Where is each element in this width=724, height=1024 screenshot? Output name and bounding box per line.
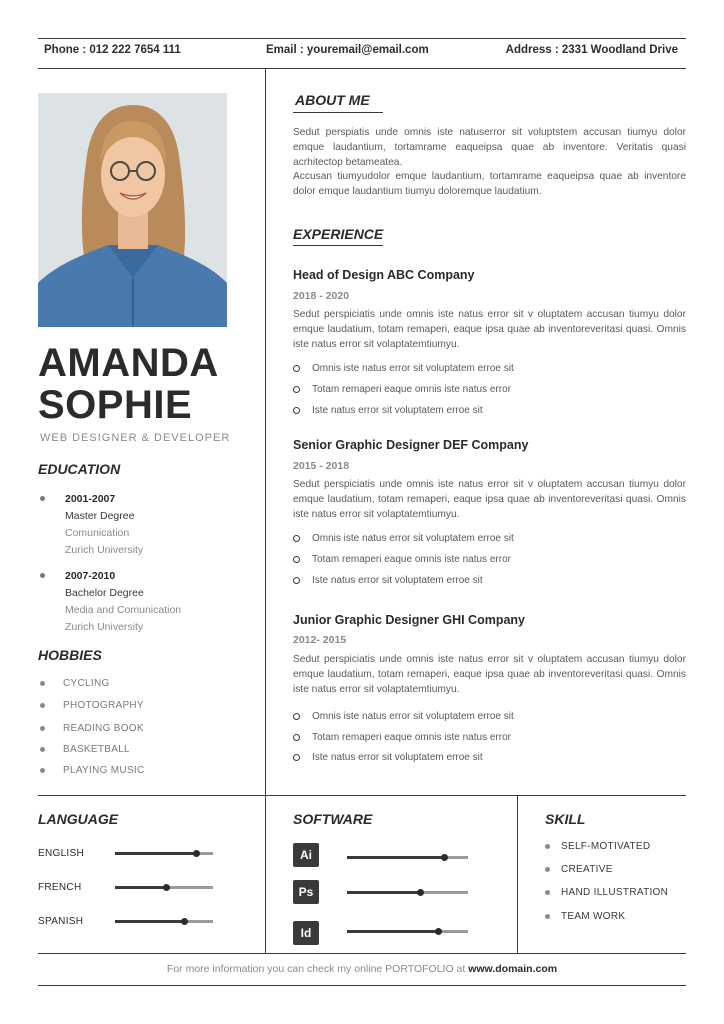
bottom-section-divider	[38, 795, 686, 796]
bullet-dot-icon	[545, 914, 550, 919]
bullet-dot-icon	[40, 496, 45, 501]
hobby-label: BASKETBALL	[63, 744, 130, 755]
circle-bullet-icon	[293, 577, 300, 584]
hobby-label: READING BOOK	[63, 723, 144, 734]
education-item	[40, 491, 143, 559]
language-level-bar	[115, 886, 213, 889]
language-name: SPANISH	[38, 916, 84, 927]
skill-item	[545, 887, 668, 898]
job-bullet-text: Totam remaperi eaque omnis iste natus error	[312, 554, 511, 565]
full-name	[38, 342, 219, 426]
photoshop-icon: Ps	[293, 880, 319, 904]
hobby-label: PLAYING MUSIC	[63, 765, 145, 776]
job-bullet	[293, 732, 511, 743]
level-fill	[347, 891, 420, 894]
software-level-bar	[347, 891, 468, 894]
level-fill	[115, 852, 196, 855]
address-text: Address : 2331 Woodland Drive	[505, 44, 678, 56]
last-name: SOPHIE	[38, 383, 193, 427]
level-knob	[435, 928, 442, 935]
level-knob	[417, 889, 424, 896]
bullet-dot-icon	[40, 768, 45, 773]
skill-label: TEAM WORK	[561, 911, 626, 922]
hobby-label: PHOTOGRAPHY	[63, 700, 144, 711]
footer-bottom-border	[38, 985, 686, 986]
language-level-bar	[115, 852, 213, 855]
indesign-icon: Id	[293, 921, 319, 945]
language-heading: LANGUAGE	[38, 811, 119, 827]
job-bullet-text: Omnis iste natus error sit voluptatem erroe sit	[312, 711, 514, 722]
skill-item	[545, 864, 613, 875]
job-bullet	[293, 384, 511, 395]
circle-bullet-icon	[293, 713, 300, 720]
level-knob	[163, 884, 170, 891]
job-bullet	[293, 752, 483, 763]
experience-heading: EXPERIENCE	[293, 226, 384, 242]
hobby-item	[40, 744, 130, 755]
bullet-dot-icon	[40, 726, 45, 731]
skill-label: SELF-MOTIVATED	[561, 841, 651, 852]
job-bullet-text: Totam remaperi eaque omnis iste natus error	[312, 384, 511, 395]
job-description: Sedut perspiciatis unde omnis iste natus error sit v oluptatem accusan tiumyu dolor emque laudatium, totam remaperi, eaque ipsa quae ab inventoreveritasi quasi. Omnis iste natus error sit volaptatemtiumyu.	[293, 479, 686, 520]
job-bullet-text: Totam remaperi eaque omnis iste natus error	[312, 732, 511, 743]
job-bullet	[293, 363, 514, 374]
hobbies-heading: HOBBIES	[38, 647, 102, 663]
bullet-dot-icon	[40, 703, 45, 708]
language-level-bar	[115, 920, 213, 923]
job-years: 2015 - 2018	[293, 460, 350, 472]
level-fill	[115, 886, 166, 889]
job-years: 2012- 2015	[293, 634, 347, 646]
footer-text: For more information you can check my online PORTOFOLIO at	[166, 963, 469, 975]
hobby-item	[40, 765, 145, 776]
hobby-label: CYCLING	[63, 678, 110, 689]
level-fill	[115, 920, 184, 923]
job-bullet-text: Omnis iste natus error sit voluptatem erroe sit	[312, 363, 514, 374]
education-school: Zurich University	[65, 544, 144, 556]
level-knob	[441, 854, 448, 861]
software-heading: SOFTWARE	[293, 811, 373, 827]
about-paragraph-1: Sedut perspiatis unde omnis iste natuserror sit voluptstem accusan tiumyu dolor emque laudantium, tortamrame eaqueipsa quae ab inventore. Veritatis quasi acrhitectop betameatea.	[293, 127, 686, 168]
portrait-illustration	[38, 93, 227, 327]
footer	[38, 963, 686, 975]
job-title: Head of Design ABC Company	[293, 268, 475, 282]
bullet-dot-icon	[40, 681, 45, 686]
job-bullet-text: Iste natus error sit voluptatem erroe sit	[312, 405, 483, 416]
job-description: Sedut perspiciatis unde omnis iste natus error sit v oluptatem accusan tiumyu dolor emque laudatium, totam remaperi, eaque ipsa quae ab inventoreveritasi quasi. Omnis iste natus error sit volaptatemtiumyu.	[293, 309, 686, 350]
language-name: ENGLISH	[38, 848, 85, 859]
profile-photo	[38, 93, 227, 327]
about-underline	[293, 112, 383, 113]
skill-heading: SKILL	[545, 811, 586, 827]
circle-bullet-icon	[293, 734, 300, 741]
job-bullet-text: Iste natus error sit voluptatem erroe sit	[312, 752, 483, 763]
job-bullet-text: Iste natus error sit voluptatem erroe sit	[312, 575, 483, 586]
hobby-item	[40, 678, 110, 689]
portfolio-link[interactable]: www.domain.com	[468, 963, 558, 975]
about-heading: ABOUT ME	[295, 92, 370, 108]
skill-item	[545, 841, 650, 852]
column-divider	[265, 68, 266, 953]
hobby-item	[40, 723, 144, 734]
level-fill	[347, 856, 444, 859]
circle-bullet-icon	[293, 407, 300, 414]
email-text: Email : youremail@email.com	[266, 44, 429, 56]
bullet-dot-icon	[40, 573, 45, 578]
education-degree: Master Degree	[65, 510, 135, 522]
job-years: 2018 - 2020	[293, 290, 350, 302]
header-divider	[38, 68, 686, 69]
education-years: 2001-2007	[65, 493, 116, 505]
circle-bullet-icon	[293, 556, 300, 563]
level-fill	[347, 930, 438, 933]
education-item	[40, 568, 181, 636]
job-title: Senior Graphic Designer DEF Company	[293, 438, 529, 452]
contact-bar	[44, 44, 678, 60]
job-bullet	[293, 533, 514, 544]
job-role: WEB DESIGNER & DEVELOPER	[40, 432, 231, 444]
software-level-bar	[347, 856, 468, 859]
job-description: Sedut perspiciatis unde omnis iste natus error sit v oluptatem accusan tiumyu dolor emque laudatium, totam remaperi, eaque ipsa quae ab inventoreveritasi quasi. Omnis iste natus error sit volaptatemtiumyu.	[293, 654, 686, 695]
job-bullet	[293, 405, 483, 416]
language-name: FRENCH	[38, 882, 82, 893]
footer-top-divider	[38, 953, 686, 954]
top-border	[38, 38, 686, 39]
skill-label: CREATIVE	[561, 864, 613, 875]
about-paragraph-2: Accusan tiumyudolor emque laudantium, tortamrame eaqueipsa quae ab inventore dolor emque laudantium tiumyu doloremque laudatium.	[293, 171, 686, 198]
illustrator-icon: Ai	[293, 843, 319, 867]
circle-bullet-icon	[293, 386, 300, 393]
education-field: Comunication	[65, 527, 130, 539]
level-knob	[193, 850, 200, 857]
job-bullet	[293, 711, 514, 722]
skill-item	[545, 911, 625, 922]
circle-bullet-icon	[293, 754, 300, 761]
software-level-bar	[347, 930, 468, 933]
education-school: Zurich University	[65, 621, 144, 633]
skill-label: HAND ILLUSTRATION	[561, 887, 669, 898]
bullet-dot-icon	[545, 867, 550, 872]
experience-underline	[293, 245, 383, 246]
job-bullet	[293, 554, 511, 565]
education-field: Media and Comunication	[65, 604, 182, 616]
software-skill-divider	[517, 795, 518, 953]
education-years: 2007-2010	[65, 570, 116, 582]
about-text	[293, 126, 686, 200]
education-degree: Bachelor Degree	[65, 587, 144, 599]
job-bullet	[293, 575, 483, 586]
education-heading: EDUCATION	[38, 461, 121, 477]
circle-bullet-icon	[293, 535, 300, 542]
bullet-dot-icon	[545, 844, 550, 849]
hobby-item	[40, 700, 144, 711]
circle-bullet-icon	[293, 365, 300, 372]
job-bullet-text: Omnis iste natus error sit voluptatem erroe sit	[312, 533, 514, 544]
phone-text: Phone : 012 222 7654 111	[44, 44, 181, 56]
bullet-dot-icon	[545, 890, 550, 895]
bullet-dot-icon	[40, 747, 45, 752]
first-name: AMANDA	[38, 341, 219, 385]
job-title: Junior Graphic Designer GHI Company	[293, 613, 525, 627]
level-knob	[181, 918, 188, 925]
